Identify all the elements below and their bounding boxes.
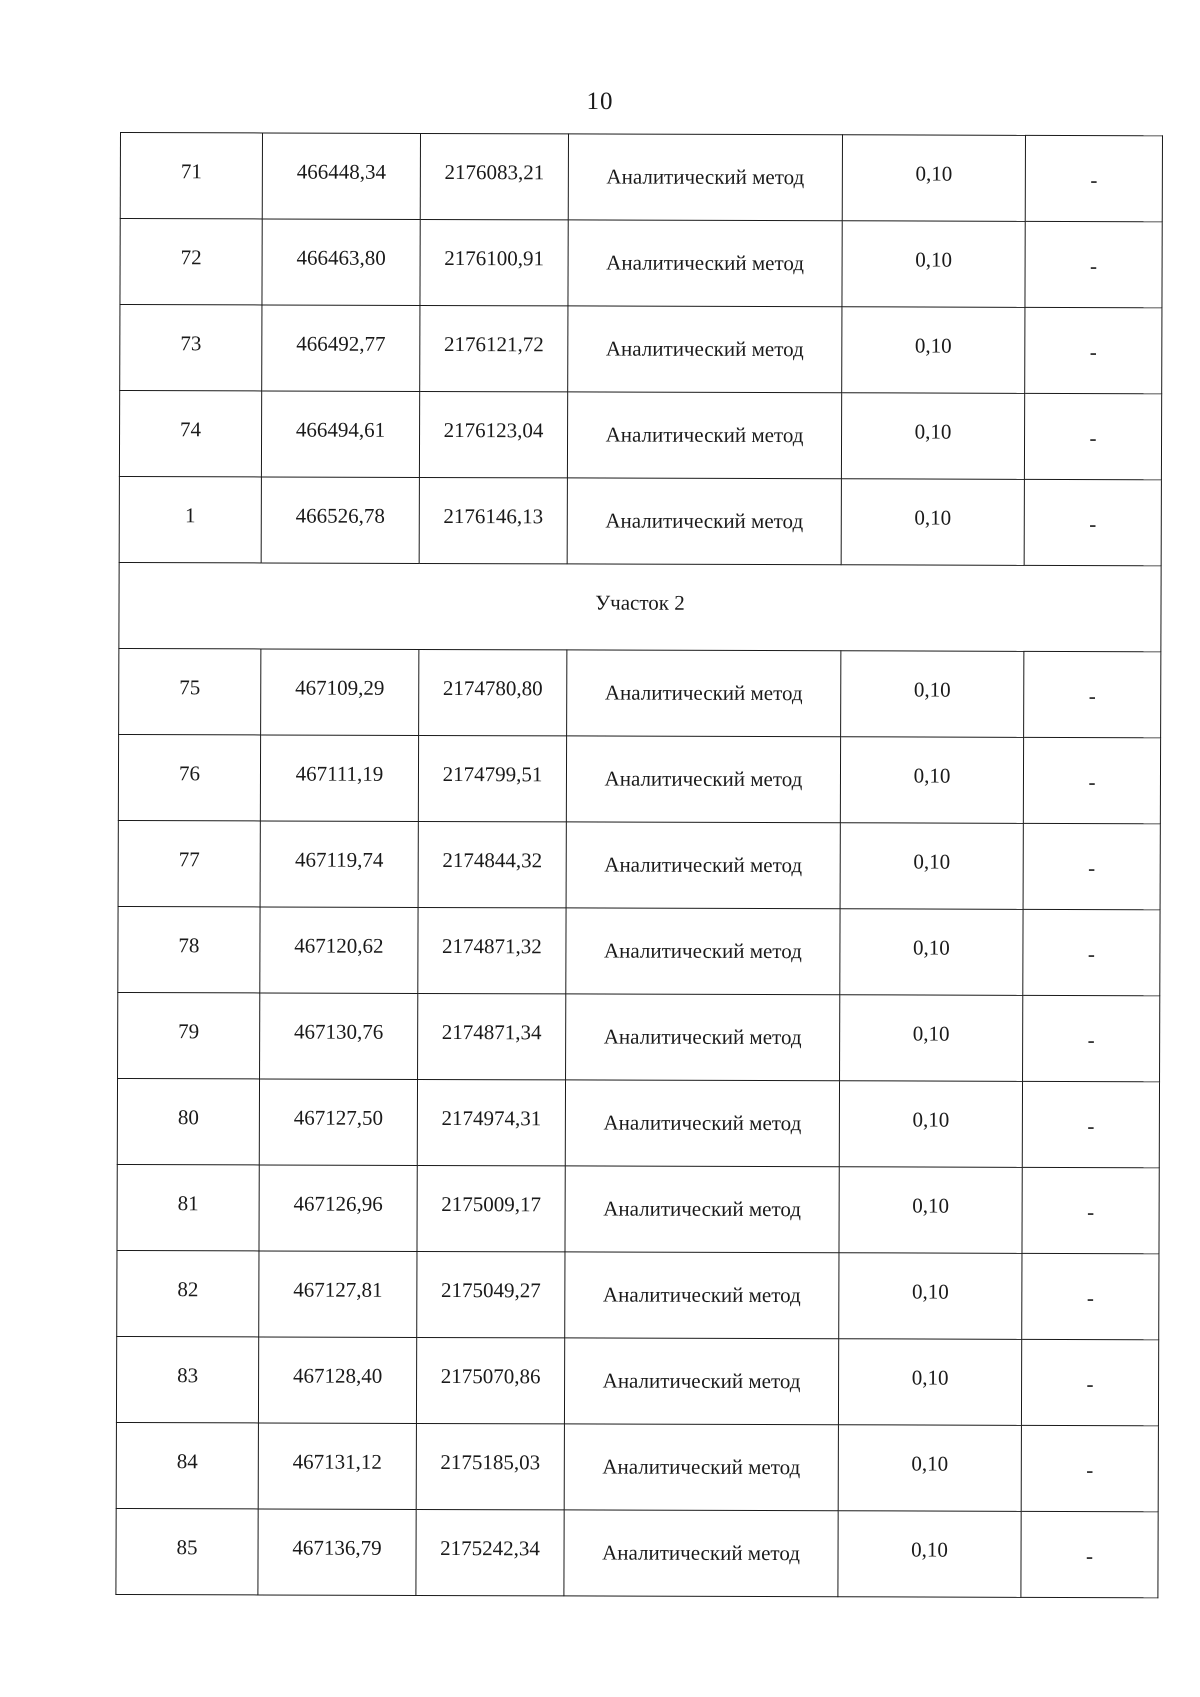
description-cell (1023, 823, 1160, 909)
table-row (117, 1164, 1159, 1253)
accuracy-text: 0,10 (915, 247, 953, 272)
accuracy-cell (840, 909, 1023, 996)
method-cell (566, 994, 840, 1081)
point-number-cell (116, 1336, 258, 1422)
y-coordinate-cell (419, 477, 567, 563)
y-coordinate-text: 2176083,21 (444, 160, 545, 185)
method-text: Аналитический метод (603, 1024, 802, 1050)
x-coordinate-cell (260, 993, 418, 1079)
accuracy-text: 0,10 (912, 1021, 950, 1046)
y-coordinate-cell (416, 1509, 564, 1595)
accuracy-text: 0,10 (913, 763, 951, 788)
table-row (119, 391, 1161, 480)
description-cell (1023, 909, 1160, 995)
method-text: Аналитический метод (603, 1110, 802, 1136)
y-coordinate-text: 2176146,13 (443, 504, 544, 529)
accuracy-text: 0,10 (913, 935, 950, 960)
y-coordinate-cell (418, 907, 566, 993)
coordinates-table (115, 132, 1163, 1598)
x-coordinate-text: 466494,61 (295, 417, 386, 442)
table-row (116, 1336, 1158, 1425)
accuracy-text: 0,10 (914, 419, 952, 444)
table-row (119, 476, 1161, 565)
x-coordinate-cell (258, 1423, 416, 1509)
y-coordinate-cell (416, 1337, 564, 1423)
point-number-text: 85 (176, 1535, 198, 1560)
accuracy-text: 0,10 (913, 849, 951, 874)
table-row (120, 133, 1162, 222)
y-coordinate-text: 2174974,31 (441, 1106, 542, 1131)
point-number-cell (116, 1508, 258, 1594)
section-title-cell (119, 562, 1161, 651)
y-coordinate-text: 2176121,72 (443, 332, 544, 357)
point-number-text: 82 (177, 1277, 199, 1302)
y-coordinate-cell (417, 1079, 565, 1165)
accuracy-cell (838, 1511, 1021, 1598)
method-cell (565, 1166, 839, 1253)
description-text: - (1087, 1114, 1095, 1139)
point-number-text: 83 (177, 1363, 199, 1388)
method-text: Аналитический метод (605, 336, 804, 362)
x-coordinate-cell (258, 1337, 416, 1423)
x-coordinate-cell (260, 821, 418, 907)
x-coordinate-text: 467131,12 (292, 1449, 382, 1474)
point-number-cell (117, 1078, 259, 1164)
description-cell (1021, 1425, 1158, 1511)
method-text: Аналитический метод (606, 250, 805, 276)
accuracy-cell (841, 651, 1024, 738)
x-coordinate-cell (262, 133, 420, 219)
point-number-text: 74 (180, 417, 202, 442)
point-number-text: 81 (177, 1191, 199, 1216)
accuracy-cell (841, 393, 1024, 480)
method-text: Аналитический метод (602, 1368, 801, 1394)
method-cell (567, 478, 841, 565)
accuracy-cell (838, 1425, 1021, 1512)
x-coordinate-text: 467130,76 (294, 1019, 384, 1044)
table-row (117, 1078, 1159, 1167)
section-row (119, 562, 1161, 651)
table-row (118, 734, 1160, 823)
description-text: - (1090, 168, 1098, 193)
y-coordinate-cell (418, 821, 566, 907)
description-cell (1021, 1511, 1158, 1597)
y-coordinate-cell (418, 993, 566, 1079)
description-text: - (1087, 942, 1095, 967)
description-text: - (1089, 512, 1097, 537)
method-cell (568, 306, 842, 393)
x-coordinate-text: 467120,62 (294, 933, 384, 958)
accuracy-text: 0,10 (914, 333, 952, 358)
y-coordinate-cell (420, 305, 568, 391)
x-coordinate-text: 466492,77 (296, 331, 386, 356)
method-cell (564, 1510, 838, 1597)
point-number-cell (120, 305, 262, 391)
description-text: - (1089, 426, 1097, 451)
point-number-cell (120, 133, 262, 219)
description-cell (1022, 1253, 1159, 1339)
accuracy-text: 0,10 (911, 1279, 949, 1304)
point-number-cell (119, 476, 261, 562)
x-coordinate-text: 467127,50 (293, 1105, 384, 1130)
method-cell (567, 650, 841, 737)
point-number-text: 78 (178, 933, 200, 958)
method-cell (566, 908, 840, 995)
y-coordinate-text: 2174780,80 (442, 676, 543, 701)
description-cell (1022, 1081, 1159, 1167)
point-number-text: 73 (180, 331, 202, 356)
description-text: - (1087, 1200, 1095, 1225)
x-coordinate-cell (258, 1509, 416, 1595)
x-coordinate-cell (260, 907, 418, 993)
description-cell (1024, 479, 1161, 565)
section-title: Участок 2 (595, 590, 685, 615)
description-cell (1023, 995, 1160, 1081)
table-row (118, 992, 1160, 1081)
x-coordinate-text: 467126,96 (293, 1191, 383, 1216)
method-text: Аналитический метод (603, 1196, 802, 1222)
accuracy-cell (839, 1253, 1022, 1340)
accuracy-cell (842, 135, 1025, 222)
method-text: Аналитический метод (604, 766, 803, 792)
description-cell (1023, 737, 1160, 823)
table-row (116, 1508, 1158, 1597)
accuracy-cell (841, 479, 1024, 566)
description-cell (1021, 1339, 1158, 1425)
x-coordinate-text: 467111,19 (295, 761, 384, 786)
method-text: Аналитический метод (602, 1454, 801, 1480)
point-number-cell (119, 648, 261, 734)
x-coordinate-cell (259, 1251, 417, 1337)
x-coordinate-text: 467119,74 (294, 847, 384, 872)
description-cell (1024, 651, 1161, 737)
accuracy-cell (842, 221, 1025, 308)
x-coordinate-cell (259, 1165, 417, 1251)
method-text: Аналитический метод (603, 938, 802, 964)
description-text: - (1086, 1286, 1094, 1311)
y-coordinate-text: 2175070,86 (440, 1364, 541, 1389)
description-text: - (1088, 684, 1096, 709)
table-row (120, 219, 1162, 308)
method-cell (568, 220, 842, 307)
point-number-cell (119, 391, 261, 477)
accuracy-cell (840, 737, 1023, 824)
y-coordinate-cell (419, 649, 567, 735)
description-text: - (1088, 856, 1096, 881)
y-coordinate-cell (416, 1423, 564, 1509)
y-coordinate-cell (420, 219, 568, 305)
table-row (120, 305, 1162, 394)
method-text: Аналитический метод (604, 680, 803, 706)
point-number-text: 1 (185, 503, 196, 528)
method-cell (566, 736, 840, 823)
x-coordinate-text: 467109,29 (295, 675, 385, 700)
accuracy-cell (839, 1081, 1022, 1168)
y-coordinate-cell (420, 133, 568, 219)
accuracy-text: 0,10 (911, 1451, 949, 1476)
point-number-text: 76 (178, 761, 201, 786)
x-coordinate-cell (261, 391, 419, 477)
table-row (118, 906, 1160, 995)
y-coordinate-text: 2174799,51 (442, 762, 543, 787)
accuracy-cell (839, 1167, 1022, 1254)
y-coordinate-text: 2175049,27 (440, 1278, 541, 1303)
point-number-cell (118, 906, 260, 992)
point-number-cell (117, 1164, 259, 1250)
description-text: - (1090, 254, 1098, 279)
accuracy-text: 0,10 (911, 1365, 949, 1390)
x-coordinate-text: 467127,81 (293, 1277, 383, 1302)
y-coordinate-text: 2175242,34 (440, 1536, 540, 1561)
description-text: - (1089, 340, 1097, 365)
x-coordinate-cell (260, 735, 418, 821)
accuracy-cell (840, 995, 1023, 1082)
point-number-text: 79 (178, 1019, 200, 1044)
accuracy-text: 0,10 (915, 161, 953, 186)
point-number-cell (120, 219, 262, 305)
y-coordinate-text: 2176123,04 (443, 418, 544, 443)
method-text: Аналитический метод (605, 422, 804, 448)
y-coordinate-text: 2174871,34 (441, 1020, 542, 1045)
description-text: - (1085, 1544, 1094, 1569)
accuracy-cell (838, 1339, 1021, 1426)
description-text: - (1087, 1028, 1095, 1053)
method-cell (564, 1424, 838, 1511)
accuracy-text: 0,10 (912, 1107, 950, 1132)
method-cell (567, 392, 841, 479)
point-number-text: 80 (177, 1105, 199, 1130)
description-cell (1025, 221, 1162, 307)
accuracy-text: 0,10 (912, 1193, 950, 1218)
y-coordinate-text: 2176100,91 (444, 246, 545, 271)
y-coordinate-cell (417, 1251, 565, 1337)
x-coordinate-cell (261, 649, 419, 735)
method-text: Аналитический метод (602, 1282, 801, 1308)
point-number-text: 84 (176, 1449, 198, 1474)
x-coordinate-text: 466448,34 (296, 159, 387, 184)
y-coordinate-text: 2175009,17 (441, 1192, 542, 1217)
point-number-cell (118, 992, 260, 1078)
description-cell (1024, 393, 1161, 479)
description-cell (1025, 135, 1162, 221)
y-coordinate-text: 2175185,03 (440, 1450, 541, 1475)
accuracy-text: 0,10 (914, 505, 952, 530)
method-cell (565, 1080, 839, 1167)
point-number-cell (118, 734, 260, 820)
y-coordinate-text: 2174871,32 (442, 934, 542, 959)
y-coordinate-text: 2174844,32 (442, 848, 543, 873)
x-coordinate-cell (262, 305, 420, 391)
accuracy-cell (842, 307, 1025, 394)
method-cell (564, 1338, 838, 1425)
x-coordinate-cell (262, 219, 420, 305)
point-number-text: 71 (180, 159, 202, 184)
method-cell (565, 1252, 839, 1339)
accuracy-text: 0,10 (913, 677, 951, 702)
table-row (116, 1422, 1158, 1511)
description-cell (1025, 307, 1162, 393)
method-text: Аналитический метод (605, 508, 804, 534)
method-text: Аналитический метод (602, 1540, 800, 1566)
y-coordinate-cell (418, 735, 566, 821)
table-row (117, 1250, 1159, 1339)
x-coordinate-cell (259, 1079, 417, 1165)
point-number-text: 77 (178, 847, 200, 872)
x-coordinate-text: 466463,80 (296, 245, 386, 270)
method-text: Аналитический метод (606, 164, 805, 190)
description-text: - (1086, 1372, 1094, 1397)
description-text: - (1088, 770, 1096, 795)
x-coordinate-text: 467128,40 (292, 1363, 383, 1388)
point-number-text: 75 (179, 675, 201, 700)
point-number-text: 72 (180, 245, 202, 270)
table-row (119, 648, 1161, 737)
y-coordinate-cell (419, 391, 567, 477)
description-cell (1022, 1167, 1159, 1253)
x-coordinate-cell (261, 477, 419, 563)
method-cell (566, 822, 840, 909)
method-text: Аналитический метод (604, 852, 803, 878)
description-text: - (1086, 1458, 1094, 1483)
accuracy-text: 0,10 (911, 1537, 948, 1562)
method-cell (568, 134, 842, 221)
y-coordinate-cell (417, 1165, 565, 1251)
coordinates-table-body (116, 133, 1163, 1598)
table-row (118, 820, 1160, 909)
point-number-cell (116, 1422, 258, 1508)
point-number-cell (118, 820, 260, 906)
x-coordinate-text: 466526,78 (295, 503, 385, 528)
page-number: 10 (586, 88, 614, 115)
point-number-cell (117, 1250, 259, 1336)
x-coordinate-text: 467136,79 (292, 1535, 382, 1560)
accuracy-cell (840, 823, 1023, 910)
